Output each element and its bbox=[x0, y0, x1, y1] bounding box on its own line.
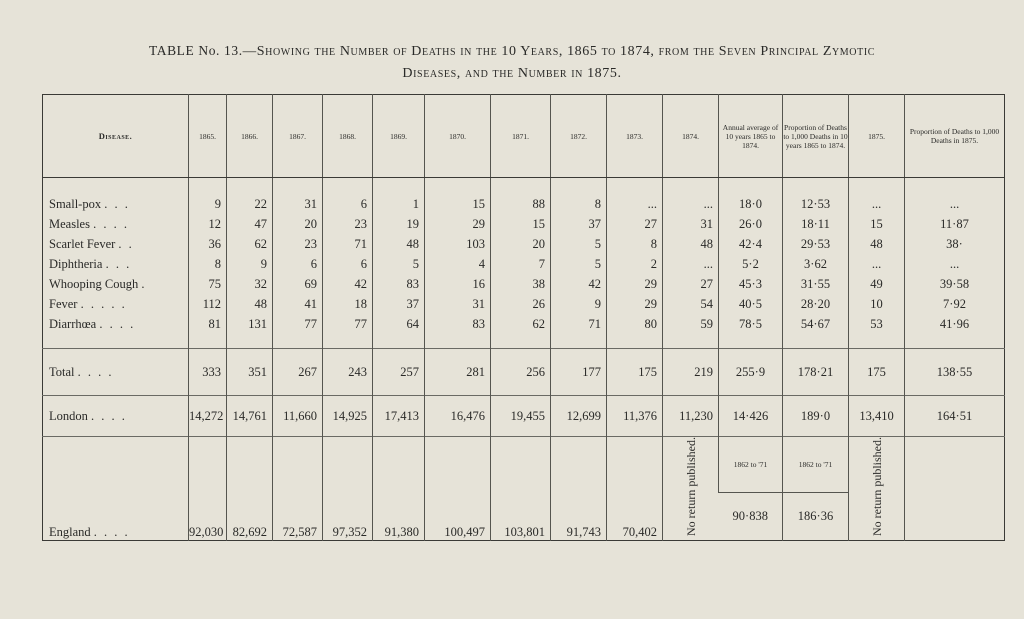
cell: 10 bbox=[849, 294, 905, 314]
cell: 91,380 bbox=[373, 437, 425, 541]
cell: 281 bbox=[425, 349, 491, 396]
header-cell: 1871. bbox=[491, 95, 551, 178]
cell: 9 bbox=[189, 178, 227, 215]
cell: 5 bbox=[551, 234, 607, 254]
header-cell: 1873. bbox=[607, 95, 663, 178]
header-cell: 1872. bbox=[551, 95, 607, 178]
row-dots: . . . . bbox=[77, 364, 114, 379]
cell: 15 bbox=[849, 214, 905, 234]
cell: ... bbox=[663, 254, 719, 274]
row-label bbox=[43, 178, 189, 215]
cell: 83 bbox=[425, 314, 491, 349]
cell: 92,030 bbox=[189, 437, 227, 541]
cell: 9 bbox=[227, 254, 273, 274]
header-cell: Proportion of Deaths to 1,000 Deaths in 1875. bbox=[905, 95, 1005, 178]
cell: 333 bbox=[189, 349, 227, 396]
cell: 8 bbox=[551, 178, 607, 215]
cell: 97,352 bbox=[323, 437, 373, 541]
row-name: Whooping Cough bbox=[49, 276, 139, 291]
row-name: Measles bbox=[49, 216, 90, 231]
row-name: Total bbox=[49, 364, 75, 379]
cell: 175 bbox=[607, 349, 663, 396]
cell: 7·92 bbox=[905, 294, 1005, 314]
cell: ... bbox=[849, 178, 905, 215]
cell: 26·0 bbox=[719, 214, 783, 234]
row-name: Scarlet Fever bbox=[49, 236, 116, 251]
cell: 103 bbox=[425, 234, 491, 254]
cell: 28·20 bbox=[783, 294, 849, 314]
row-label bbox=[43, 254, 189, 274]
cell: 31·55 bbox=[783, 274, 849, 294]
cell: 29·53 bbox=[783, 234, 849, 254]
cell: 12 bbox=[189, 214, 227, 234]
header-cell: 1875. bbox=[849, 95, 905, 178]
cell: ... bbox=[663, 178, 719, 215]
table-row bbox=[43, 274, 1005, 294]
no-return-cell bbox=[663, 437, 719, 541]
cell: 31 bbox=[425, 294, 491, 314]
cell: 42 bbox=[323, 274, 373, 294]
london-row bbox=[43, 396, 1005, 437]
cell: 48 bbox=[663, 234, 719, 254]
cell: 15 bbox=[425, 178, 491, 215]
cell: 72,587 bbox=[273, 437, 323, 541]
cell: 16 bbox=[425, 274, 491, 294]
table-row bbox=[43, 314, 1005, 349]
cell: 19,455 bbox=[491, 396, 551, 437]
header-row bbox=[43, 95, 1005, 178]
cell: 29 bbox=[607, 274, 663, 294]
cell: 175 bbox=[849, 349, 905, 396]
cell: 20 bbox=[491, 234, 551, 254]
table-title bbox=[0, 40, 1024, 85]
cell: 11,230 bbox=[663, 396, 719, 437]
cell: 38· bbox=[905, 234, 1005, 254]
title-line2: Diseases, and the Number in 1875. bbox=[402, 66, 622, 81]
cell: 78·5 bbox=[719, 314, 783, 349]
table-row bbox=[43, 214, 1005, 234]
header-cell: 1865. bbox=[189, 95, 227, 178]
cell: 189·0 bbox=[783, 396, 849, 437]
row-dots: . . bbox=[118, 236, 134, 251]
cell: 20 bbox=[273, 214, 323, 234]
row-label bbox=[43, 234, 189, 254]
cell: 77 bbox=[273, 314, 323, 349]
cell: 8 bbox=[189, 254, 227, 274]
cell: 14·426 bbox=[719, 396, 783, 437]
cell: 41·96 bbox=[905, 314, 1005, 349]
cell: 23 bbox=[273, 234, 323, 254]
row-name: London bbox=[49, 408, 88, 423]
cell: 49 bbox=[849, 274, 905, 294]
cell: 138·55 bbox=[905, 349, 1005, 396]
cell: 37 bbox=[551, 214, 607, 234]
cell: 5·2 bbox=[719, 254, 783, 274]
cell: 81 bbox=[189, 314, 227, 349]
no-return-text: No return published. bbox=[869, 437, 884, 536]
cell: 6 bbox=[323, 178, 373, 215]
row-label bbox=[43, 214, 189, 234]
cell: 62 bbox=[491, 314, 551, 349]
cell: ... bbox=[849, 254, 905, 274]
header-cell: 1868. bbox=[323, 95, 373, 178]
cell: 131 bbox=[227, 314, 273, 349]
cell: 37 bbox=[373, 294, 425, 314]
cell: 177 bbox=[551, 349, 607, 396]
row-label bbox=[43, 274, 189, 294]
cell: 5 bbox=[551, 254, 607, 274]
cell: 16,476 bbox=[425, 396, 491, 437]
row-dots: . . . . bbox=[91, 408, 127, 423]
cell: 88 bbox=[491, 178, 551, 215]
cell: 47 bbox=[227, 214, 273, 234]
no-return-cell bbox=[849, 437, 905, 541]
cell: 42·4 bbox=[719, 234, 783, 254]
cell: 164·51 bbox=[905, 396, 1005, 437]
header-cell: Disease. bbox=[43, 95, 189, 178]
cell: 71 bbox=[323, 234, 373, 254]
cell: 267 bbox=[273, 349, 323, 396]
cell: 186·36 bbox=[783, 492, 849, 540]
cell: ... bbox=[607, 178, 663, 215]
sub-period-label: 1862 to '71 bbox=[719, 437, 783, 493]
cell: 18·11 bbox=[783, 214, 849, 234]
cell: 11·87 bbox=[905, 214, 1005, 234]
header-cell: 1874. bbox=[663, 95, 719, 178]
row-label bbox=[43, 437, 189, 541]
cell: 90·838 bbox=[732, 508, 768, 523]
cell: 82,692 bbox=[227, 437, 273, 541]
cell: 32 bbox=[227, 274, 273, 294]
cell: 36 bbox=[189, 234, 227, 254]
cell: 11,660 bbox=[273, 396, 323, 437]
cell: 41 bbox=[273, 294, 323, 314]
row-name: Diphtheria bbox=[49, 256, 103, 271]
row-name: Fever bbox=[49, 296, 78, 311]
cell: 112 bbox=[189, 294, 227, 314]
cell: 54 bbox=[663, 294, 719, 314]
row-dots: . . . bbox=[104, 196, 130, 211]
cell: 75 bbox=[189, 274, 227, 294]
cell: 11,376 bbox=[607, 396, 663, 437]
cell: 6 bbox=[323, 254, 373, 274]
cell: 39·58 bbox=[905, 274, 1005, 294]
table-row bbox=[43, 294, 1005, 314]
row-label bbox=[43, 294, 189, 314]
cell: 7 bbox=[491, 254, 551, 274]
empty-cell bbox=[905, 437, 1005, 541]
cell: 48 bbox=[373, 234, 425, 254]
row-dots: . . . bbox=[105, 256, 132, 271]
cell: 29 bbox=[607, 294, 663, 314]
cell: 62 bbox=[227, 234, 273, 254]
cell: 14,925 bbox=[323, 396, 373, 437]
table-row bbox=[43, 234, 1005, 254]
cell: 69 bbox=[273, 274, 323, 294]
row-label bbox=[43, 349, 189, 396]
cell: 4 bbox=[425, 254, 491, 274]
cell: 100,497 bbox=[425, 437, 491, 541]
cell: 18 bbox=[323, 294, 373, 314]
cell: 17,413 bbox=[373, 396, 425, 437]
cell: 48 bbox=[227, 294, 273, 314]
row-dots: . . . . bbox=[93, 216, 129, 231]
table-row bbox=[43, 254, 1005, 274]
cell: 27 bbox=[663, 274, 719, 294]
cell: 77 bbox=[323, 314, 373, 349]
cell: 14,761 bbox=[227, 396, 273, 437]
cell: 70,402 bbox=[607, 437, 663, 541]
cell: 6 bbox=[273, 254, 323, 274]
cell: 19 bbox=[373, 214, 425, 234]
header-cell: 1866. bbox=[227, 95, 273, 178]
england-row bbox=[43, 437, 1005, 493]
cell: 255·9 bbox=[719, 349, 783, 396]
row-label bbox=[43, 396, 189, 437]
deaths-table bbox=[42, 94, 1005, 541]
row-dots: . . . . bbox=[99, 316, 136, 331]
cell: 23 bbox=[323, 214, 373, 234]
cell: 12,699 bbox=[551, 396, 607, 437]
table-row bbox=[43, 178, 1005, 215]
cell: 257 bbox=[373, 349, 425, 396]
cell: 8 bbox=[607, 234, 663, 254]
cell: 31 bbox=[273, 178, 323, 215]
cell: 80 bbox=[607, 314, 663, 349]
cell: 5 bbox=[373, 254, 425, 274]
cell: 178·21 bbox=[783, 349, 849, 396]
header-cell: Annual average of 10 years 1865 to 1874. bbox=[719, 95, 783, 178]
title-prefix: TABLE No. 13.— bbox=[148, 43, 257, 58]
cell: 83 bbox=[373, 274, 425, 294]
cell: 45·3 bbox=[719, 274, 783, 294]
row-label bbox=[43, 314, 189, 349]
no-return-text: No return published. bbox=[683, 437, 698, 536]
cell: 103,801 bbox=[491, 437, 551, 541]
cell: 351 bbox=[227, 349, 273, 396]
cell: 18·0 bbox=[719, 178, 783, 215]
row-name: Small-pox bbox=[49, 196, 102, 211]
cell: 38 bbox=[491, 274, 551, 294]
cell: 9 bbox=[551, 294, 607, 314]
header-cell: 1870. bbox=[425, 95, 491, 178]
row-dots: . . . . bbox=[93, 524, 130, 539]
total-row bbox=[43, 349, 1005, 396]
cell: 53 bbox=[849, 314, 905, 349]
cell: 14,272 bbox=[189, 396, 227, 437]
cell: 219 bbox=[663, 349, 719, 396]
title-line1: Showing the Number of Deaths in the 10 Years, 1865 to 1874, from the Seven Principal Zymotic bbox=[256, 44, 876, 59]
cell: 64 bbox=[373, 314, 425, 349]
cell: 40·5 bbox=[719, 294, 783, 314]
cell: 27 bbox=[607, 214, 663, 234]
cell: 42 bbox=[551, 274, 607, 294]
header-cell: 1867. bbox=[273, 95, 323, 178]
cell: ... bbox=[905, 254, 1005, 274]
row-name: England bbox=[49, 524, 91, 539]
row-dots: . . . . . bbox=[80, 296, 127, 311]
cell: 256 bbox=[491, 349, 551, 396]
row-name: Diarrhœa bbox=[49, 316, 97, 331]
cell: 2 bbox=[607, 254, 663, 274]
cell: 71 bbox=[551, 314, 607, 349]
cell: 59 bbox=[663, 314, 719, 349]
cell: 243 bbox=[323, 349, 373, 396]
cell: 1 bbox=[373, 178, 425, 215]
cell: 91,743 bbox=[551, 437, 607, 541]
sub-period-label: 1862 to '71 bbox=[783, 437, 849, 493]
cell: 3·62 bbox=[783, 254, 849, 274]
cell: 12·53 bbox=[783, 178, 849, 215]
cell: 48 bbox=[849, 234, 905, 254]
cell: 13,410 bbox=[849, 396, 905, 437]
header-cell: 1869. bbox=[373, 95, 425, 178]
cell: 26 bbox=[491, 294, 551, 314]
cell: 15 bbox=[491, 214, 551, 234]
cell: 31 bbox=[663, 214, 719, 234]
cell: 29 bbox=[425, 214, 491, 234]
cell: 22 bbox=[227, 178, 273, 215]
row-dots: . bbox=[141, 276, 147, 291]
header-cell: Proportion of Deaths to 1,000 Deaths in 10 years 1865 to 1874. bbox=[783, 95, 849, 178]
cell: 54·67 bbox=[783, 314, 849, 349]
cell: ... bbox=[905, 178, 1005, 215]
